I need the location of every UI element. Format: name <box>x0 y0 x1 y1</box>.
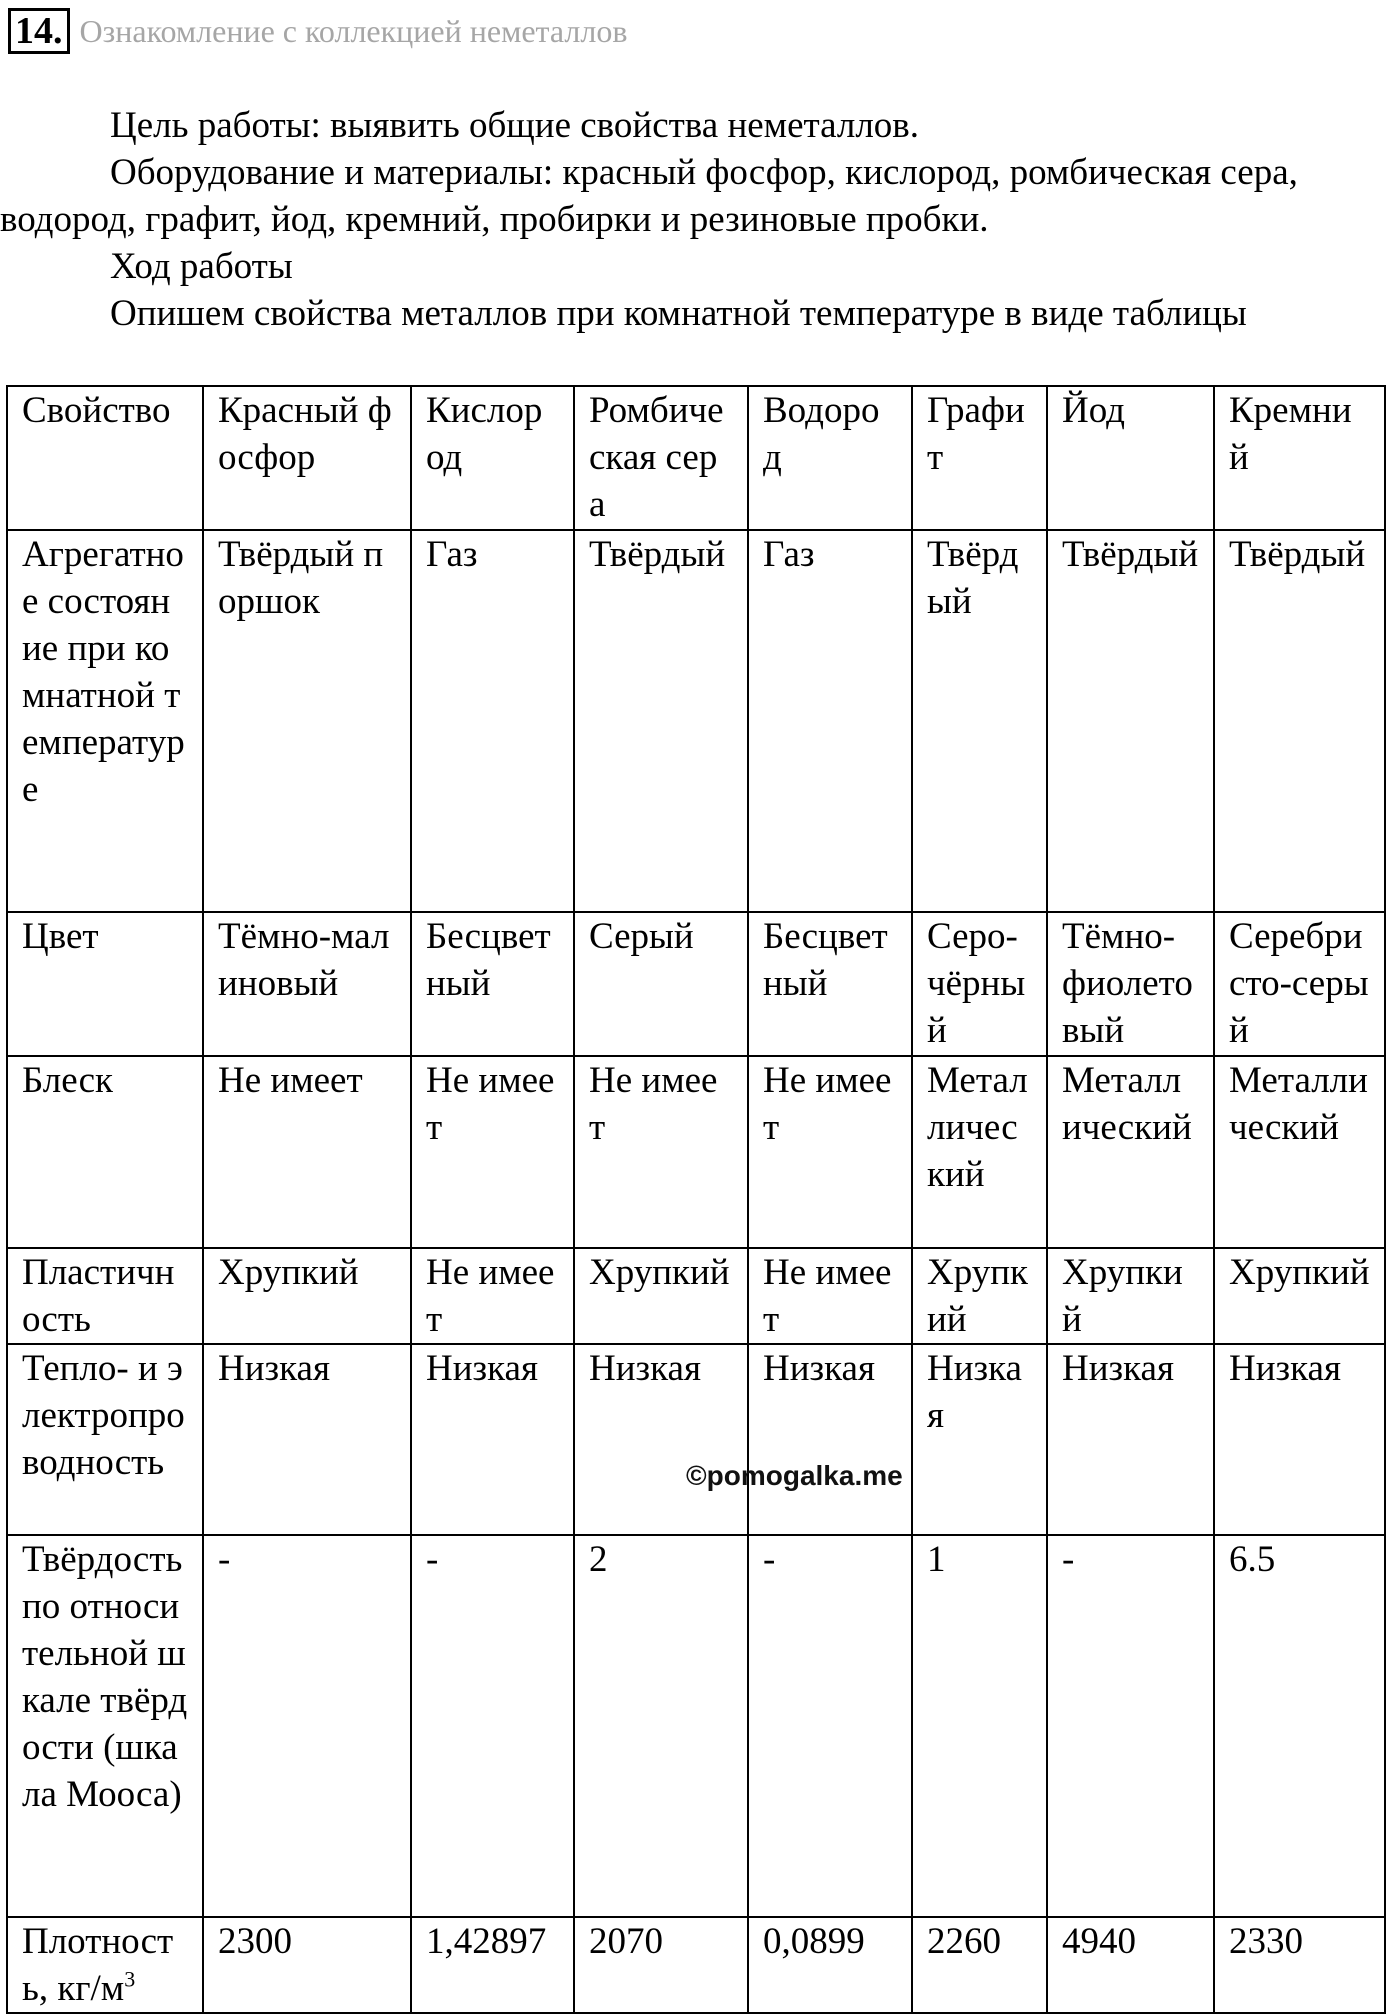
table-cell: 2 <box>574 1535 748 1917</box>
watermark: ©pomogalka.me <box>686 1460 903 1491</box>
table-cell: Серый <box>574 912 748 1056</box>
table-cell: Твёрдый <box>574 530 748 912</box>
table-cell: Хрупкий <box>912 1248 1047 1344</box>
table-cell: Металлический <box>1214 1056 1385 1248</box>
table-cell: Агрегатное состояние при комнатной температуре <box>7 530 203 912</box>
table-cell: - <box>748 1535 912 1917</box>
table-cell: Низкая <box>1214 1344 1385 1535</box>
goal-paragraph: Цель работы: выявить общие свойства неметаллов. <box>110 105 920 146</box>
table-row <box>7 1917 1385 2013</box>
table-row <box>7 1344 1385 1535</box>
table-cell: 2330 <box>1214 1917 1385 2013</box>
table-cell: Бесцветный <box>748 912 912 1056</box>
table-cell: Пластичность <box>7 1248 203 1344</box>
table-cell: Не имеет <box>574 1056 748 1248</box>
procedure-heading: Ход работы <box>110 246 293 287</box>
table-cell: Хрупкий <box>1047 1248 1214 1344</box>
table-cell: Не имеет <box>748 1248 912 1344</box>
table-cell: Низкая <box>574 1344 748 1535</box>
table-cell: Тепло- и электропроводность <box>7 1344 203 1535</box>
table-cell: 4940 <box>1047 1917 1214 2013</box>
header-cell: Кремний <box>1214 386 1385 530</box>
header-cell: Кислород <box>411 386 574 530</box>
table-row <box>7 1056 1385 1248</box>
table-cell: Низкая <box>748 1344 912 1535</box>
page-header <box>8 8 627 54</box>
table-cell: Не имеет <box>748 1056 912 1248</box>
table-cell: - <box>411 1535 574 1917</box>
header-cell: Водород <box>748 386 912 530</box>
table-row <box>7 912 1385 1056</box>
table-cell: Серебристо-серый <box>1214 912 1385 1056</box>
table-cell: 1,42897 <box>411 1917 574 2013</box>
table-cell: Хрупкий <box>1214 1248 1385 1344</box>
table-cell: Твёрдый <box>1214 530 1385 912</box>
table-cell: Газ <box>748 530 912 912</box>
table-cell: Хрупкий <box>574 1248 748 1344</box>
table-cell: Не имеет <box>411 1056 574 1248</box>
table-cell: Низкая <box>1047 1344 1214 1535</box>
table-cell: Бесцветный <box>411 912 574 1056</box>
table-header-row <box>7 386 1385 530</box>
table-cell: 2070 <box>574 1917 748 2013</box>
table-cell: Цвет <box>7 912 203 1056</box>
table-cell: Твёрдый поршок <box>203 530 411 912</box>
intro-text <box>0 102 1384 337</box>
table-cell: 1 <box>912 1535 1047 1917</box>
header-cell: Графит <box>912 386 1047 530</box>
table-cell: Газ <box>411 530 574 912</box>
table-cell: 0,0899 <box>748 1917 912 2013</box>
properties-table <box>6 385 1386 2014</box>
task-title: Ознакомление с коллекцией неметаллов <box>79 12 628 49</box>
table-cell: Не имеет <box>203 1056 411 1248</box>
equipment-paragraph: Оборудование и материалы: красный фосфор, кислород, ромбическая сера, водород, графит, йод, кремний, пробирки и резиновые пробки. <box>0 152 1298 240</box>
table-cell: Низкая <box>203 1344 411 1535</box>
density-label: Плотность, кг/м <box>22 1921 174 2009</box>
header-cell: Свойство <box>7 386 203 530</box>
table-cell <box>7 1917 203 2013</box>
header-cell: Йод <box>1047 386 1214 530</box>
table-cell: - <box>203 1535 411 1917</box>
table-cell: - <box>1047 1535 1214 1917</box>
table-cell: Твёрдость по относительной шкале твёрдости (шкала Мооса) <box>7 1535 203 1917</box>
table-row <box>7 1248 1385 1344</box>
table-cell: Хрупкий <box>203 1248 411 1344</box>
table-cell: 2260 <box>912 1917 1047 2013</box>
table-cell: Твёрдый <box>912 530 1047 912</box>
table-cell: Низкая <box>912 1344 1047 1535</box>
header-cell: Красный фосфор <box>203 386 411 530</box>
table-row <box>7 1535 1385 1917</box>
table-cell: 2300 <box>203 1917 411 2013</box>
density-unit-power: 3 <box>124 1966 136 1992</box>
table-cell: Не имеет <box>411 1248 574 1344</box>
table-row <box>7 530 1385 912</box>
table-cell: Тёмно-фиолетовый <box>1047 912 1214 1056</box>
table-cell: Низкая <box>411 1344 574 1535</box>
table-cell: Серо-чёрный <box>912 912 1047 1056</box>
task-number: 14. <box>8 8 70 54</box>
table-cell: Твёрдый <box>1047 530 1214 912</box>
table-cell: Металлический <box>912 1056 1047 1248</box>
header-cell: Ромбическая сера <box>574 386 748 530</box>
table-intro-paragraph: Опишем свойства металлов при комнатной температуре в виде таблицы <box>110 293 1247 334</box>
table-cell: 6.5 <box>1214 1535 1385 1917</box>
table-cell: Блеск <box>7 1056 203 1248</box>
table-cell: Тёмно-малиновый <box>203 912 411 1056</box>
table-cell: Металлический <box>1047 1056 1214 1248</box>
